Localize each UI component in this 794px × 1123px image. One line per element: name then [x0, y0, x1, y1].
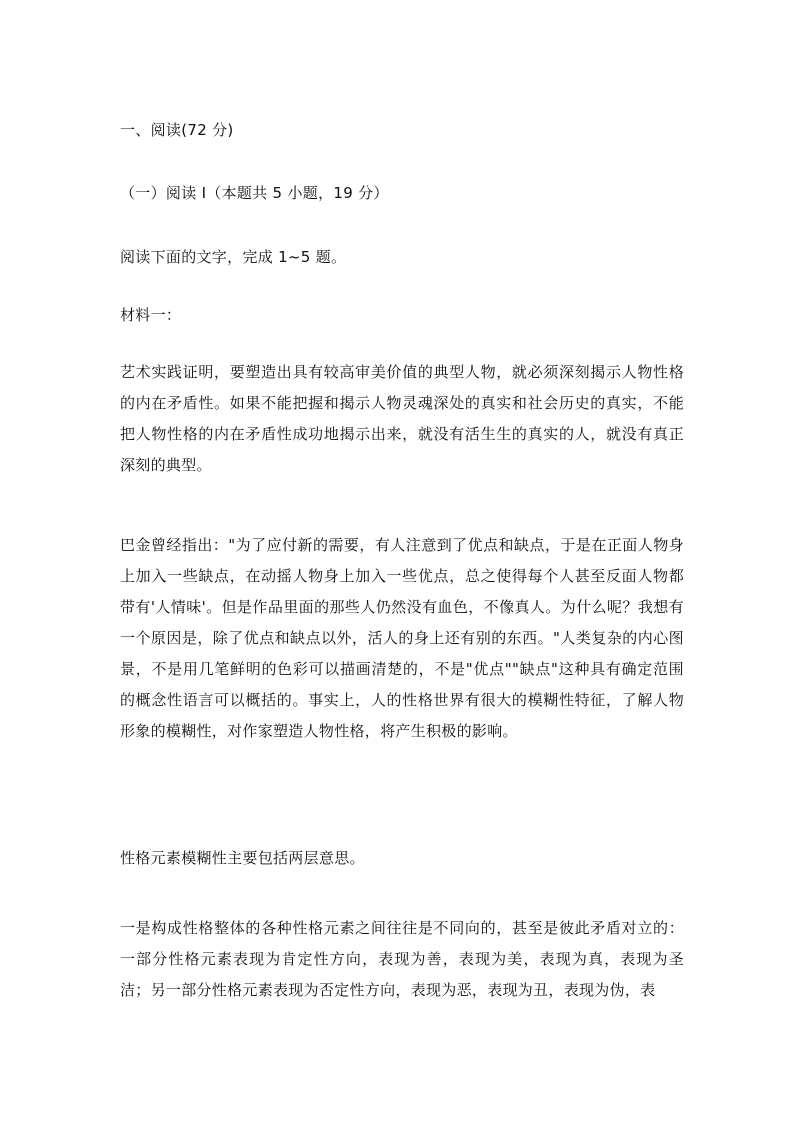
sub-section-title: （一）阅读 I（本题共 5 小题，19 分）: [120, 184, 389, 202]
paragraph: 一是构成性格整体的各种性格元素之间往往是不同向的，甚至是彼此矛盾对立的：一部分性格元素表现为肯定性方向，表现为善，表现为美，表现为真，表现为圣洁；另一部分性格元素表现为否定性方向，表现为恶，表现为丑，表现为伪，表: [120, 919, 684, 999]
paragraph: 艺术实践证明，要塑造出具有较高审美价值的典型人物，就必须深刻揭示人物性格的内在矛盾性。如果不能把握和揭示人物灵魂深处的真实和社会历史的真实，不能把人物性格的内在矛盾性成功地揭示出来，就没有活生生的真实的人，就没有真正深刻的典型。: [120, 363, 684, 474]
material-label: 材料一：: [120, 306, 182, 324]
instruction-text: 阅读下面的文字，完成 1~5 题。: [120, 248, 347, 266]
section-title: 一、阅读(72 分): [120, 121, 234, 139]
paragraph: 巴金曾经指出："为了应付新的需要，有人注意到了优点和缺点，于是在正面人物身上加入一些缺点，在动摇人物身上加入一些优点，总之使得每个人甚至反面人物都带有'人情味'。但是作品里面的那些人仍然没有血色，不像真人。为什么呢？我想有一个原因是，除了优点和缺点以外，活人的身上还有别的东西。"人类复杂的内心图景，不是用几笔鲜明的色彩可以描画清楚的，不是"优点""缺点"这种具有确定范围的概念性语言可以概括的。事实上，人的性格世界有很大的模糊性特征，了解人物形象的模糊性，对作家塑造人物性格，将产生积极的影响。: [120, 536, 684, 740]
paragraph: 性格元素模糊性主要包括两层意思。: [120, 849, 365, 867]
